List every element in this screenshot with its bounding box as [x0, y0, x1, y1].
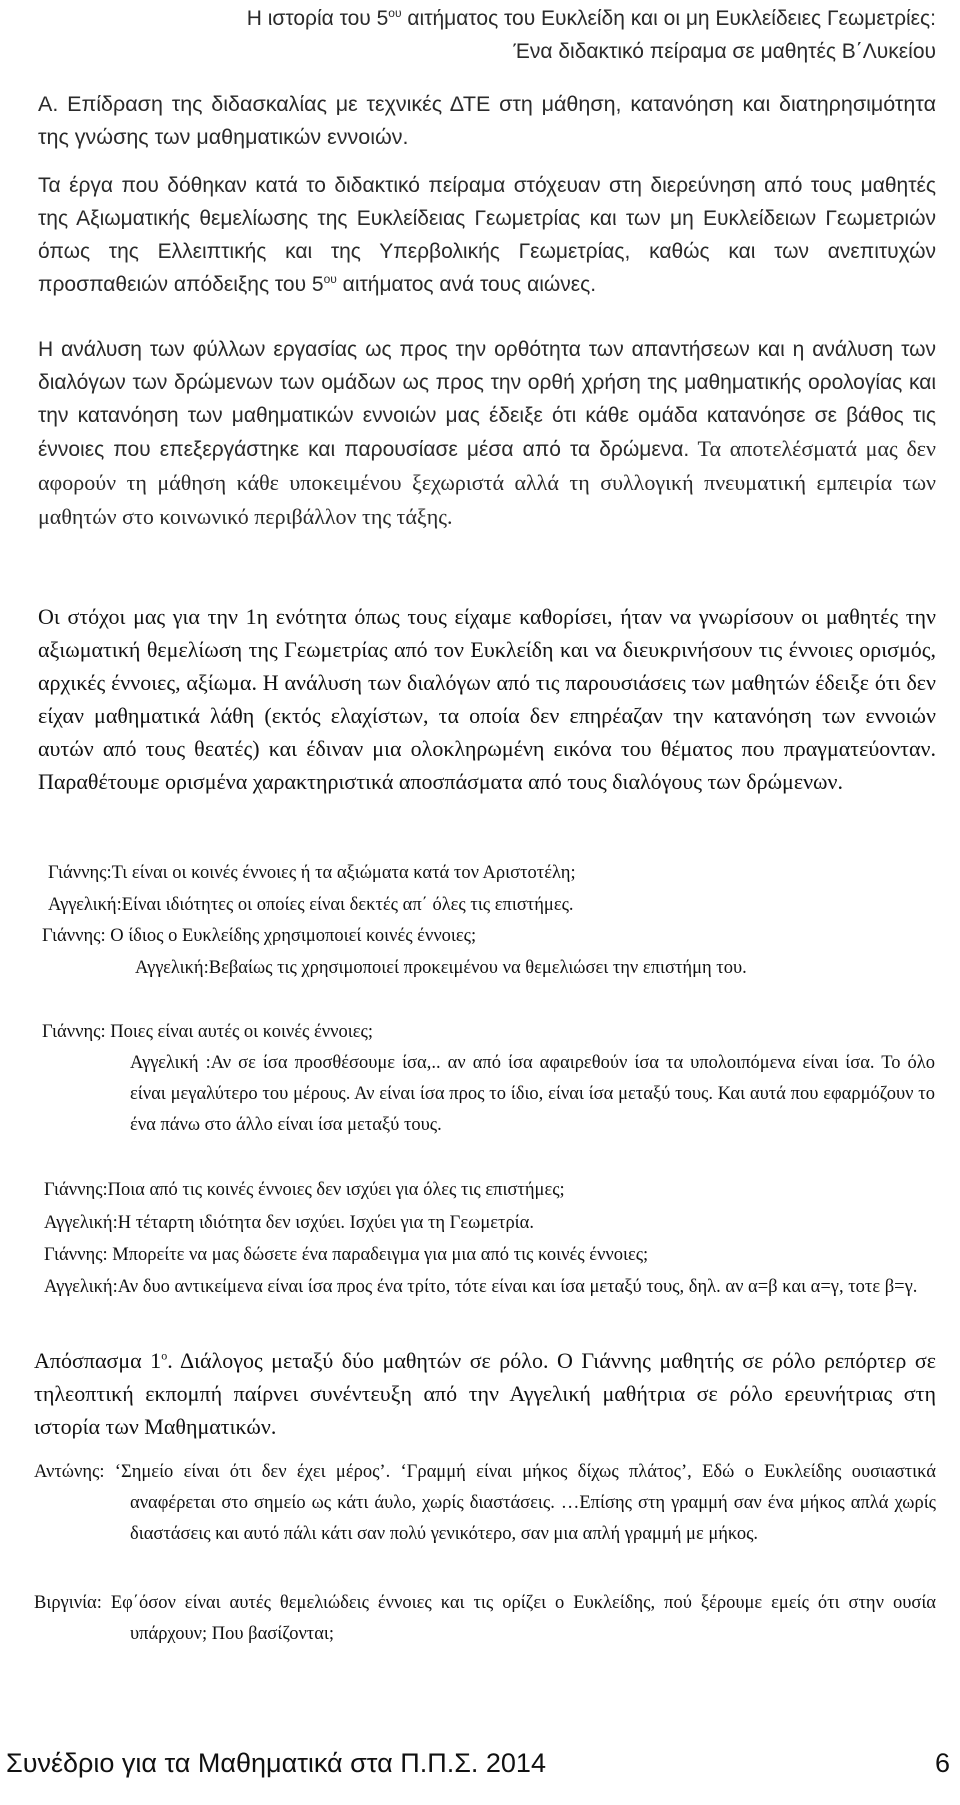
p1-text-b: αιτήματος ανά τους αιώνες. — [336, 273, 597, 296]
p1-superscript: ου — [323, 272, 337, 286]
dialogue-text: Γιάννης: Ποιες είναι αυτές οι κοινές έννοιες; — [42, 1022, 373, 1042]
dialogue-line — [42, 1017, 922, 1048]
header-superscript: ου — [388, 6, 402, 20]
dialogue-text: Αγγελική:Η τέταρτη ιδιότητα δεν ισχύει. Ισχύει για τη Γεωμετρία. — [44, 1213, 534, 1233]
section-heading — [38, 88, 936, 154]
dialogue-line — [48, 858, 928, 889]
p1-text-a: Τα έργα που δόθηκαν κατά το διδακτικό πείραμα στόχευαν στη διερεύνηση από τους μαθητές της Αξιωματικής θεμελίωσης της Ευκλείδειας Γεωμετρίας και των μη Ευκλείδειων Γεωμετριών όπως της Ελλειπτικής και της Υπερβολικής Γεωμετρίας, καθώς και των ανεπιτυχών προσπαθειών απόδειξης του 5 — [38, 174, 936, 296]
header-line-2: Ένα διδακτικό πείραμα σε μαθητές Β΄Λυκείου — [513, 40, 936, 63]
dialogue-line — [130, 1048, 935, 1141]
dialogue-line — [44, 1208, 924, 1239]
dialogue-text: Βιργινία: Εφ΄όσον είναι αυτές θεμελιώδεις έννοιες και τις ορίζει ο Ευκλείδης, πού ξέρουμε εμείς ότι στην ουσία υπάρχουν; Που βασίζονται; — [34, 1593, 936, 1644]
header-text-b: αιτήματος του Ευκλείδη και οι μη Ευκλείδειες Γεωμετρίες: — [401, 7, 936, 30]
dialogue-text: Γιάννης:Ποια από τις κοινές έννοιες δεν ισχύει για όλες τις επιστήμες; — [44, 1180, 565, 1200]
dialogue-text: Γιάννης:Τι είναι οι κοινές έννοιες ή τα αξιώματα κατά τον Αριστοτέλη; — [48, 863, 576, 883]
p2-text-a: Η ανάλυση των φύλλων εργασίας ως προς την ορθότητα των απαντήσεων και η ανάλυση των διαλόγων των δρώμενων των ομάδων ως προς την ορθή χρήση της μαθηματικής ορολογίας και την κατανόηση των μαθηματικών εννοιών μας έδειξε ότι κάθε ομάδα κατανόησε σε βάθος τις έννοιες που επεξεργάστηκε και παρουσίασε μέσα από τα δρώμενα. — [38, 338, 936, 461]
excerpt-caption — [34, 1344, 936, 1443]
paragraph-1-text — [38, 169, 936, 301]
paragraph-3 — [38, 600, 936, 798]
excerpt-superscript: ο — [161, 1348, 168, 1363]
paragraph-2-text — [38, 333, 936, 534]
p2-text-b: Τα αποτελέσματά μας δεν αφορούν τη μάθηση κάθε υποκειμένου ξεχωριστά αλλά τη συλλογική πνευματική εμπειρία των μαθητών στο κοινωνικό περιβάλλον της τάξης. — [38, 436, 936, 529]
dialogue-line — [42, 921, 922, 952]
page-number: 6 — [934, 1748, 950, 1778]
conference-name: Συνέδριο για τα Μαθηματικά στα Π.Π.Σ. 2014 — [6, 1748, 546, 1778]
section-heading-text: Α. Επίδραση της διδασκαλίας με τεχνικές ΔΤΕ στη μάθηση, κατανόηση και διατηρησιμότητα της γνώσης των μαθηματικών εννοιών. — [38, 92, 936, 149]
header-text-a: Η ιστορία του 5 — [246, 7, 389, 30]
paragraph-3-text: Οι στόχοι μας για την 1η ενότητα όπως τους είχαμε καθορίσει, ήταν να γνωρίσουν οι μαθητές την αξιωματική θεμελίωση της Γεωμετρίας από τον Ευκλείδη και να διευκρινήσουν τις έννοιες ορισμός, αρχικές έννοιες, αξίωμα. Η ανάλυση των διαλόγων από τις παρουσιάσεις των μαθητών έδειξε ότι δεν είχαν μαθηματικά λάθη (εκτός ελαχίστων, τα οποία δεν επηρέαζαν την κατανόηση των εννοιών αυτών από τους θεατές) και έδιναν μια ολοκληρωμένη εικόνα του θέματος που πραγματεύονταν. Παραθέτουμε ορισμένα χαρακτηριστικά αποσπάσματα από τους διαλόγους των δρώμενων. — [38, 604, 936, 794]
page-footer — [0, 1748, 960, 1788]
header-line-1 — [36, 2, 936, 35]
dialogue-text: Γιάννης: Μπορείτε να μας δώσετε ένα παραδειγμα για μια από τις κοινές έννοιες; — [44, 1245, 649, 1265]
running-header — [36, 2, 936, 68]
dialogue-line — [48, 890, 928, 921]
excerpt-caption-text — [34, 1344, 936, 1443]
dialogue-text: Γιάννης: Ο ίδιος ο Ευκλείδης χρησιμοποιεί κοινές έννοιες; — [42, 926, 477, 946]
dialogue-line — [135, 953, 935, 984]
dialogue-line — [44, 1240, 934, 1271]
dialogue-line — [44, 1175, 924, 1206]
excerpt-label: Απόσπασμα 1 — [34, 1348, 162, 1373]
dialogue-text: Αντώνης: ‘Σημείο είναι ότι δεν έχει μέρος’. ‘Γραμμή είναι μήκος δίχως πλάτος’, Εδώ ο Ευκλείδης ουσιαστικά αναφέρεται στο σημείο ως κάτι άυλο, χωρίς διαστάσεις. …Επίσης στη γραμμή σαν ένα μήκος απλά χωρίς διαστάσεις και αυτό πάλι κάτι σαν πολύ γενικότερο, σαν μια απλή γραμμή με μήκος. — [34, 1462, 936, 1544]
dialogue-line — [44, 1272, 934, 1303]
dialogue-line — [34, 1457, 936, 1550]
dialogue-line — [34, 1588, 936, 1650]
paragraph-1 — [38, 169, 936, 301]
excerpt-text: . Διάλογος μεταξύ δύο μαθητών σε ρόλο. Ο Γιάννης μαθητής σε ρόλο ρεπόρτερ σε τηλεοπτική εκπομπή παίρνει συνέντευξη από την Αγγελική μαθήτρια σε ρόλο ερευνήτριας στη ιστορία των Μαθηματικών. — [34, 1348, 937, 1439]
paragraph-2 — [38, 333, 936, 534]
dialogue-text: Αγγελική:Είναι ιδιότητες οι οποίες είναι δεκτές απ΄ όλες τις επιστήμες. — [48, 895, 574, 915]
dialogue-text: Αγγελική:Αν δυο αντικείμενα είναι ίσα προς ένα τρίτο, τότε είναι και ίσα μεταξύ τους, δηλ. αν α=β και α=γ, τοτε β=γ. — [44, 1277, 918, 1297]
dialogue-text: Αγγελική :Αν σε ίσα προσθέσουμε ίσα,.. αν από ίσα αφαιρεθούν ίσα τα υπολοιπόμενα είναι ίσα. Το όλο είναι μεγαλύτερο του μέρους. Αν είναι ίσα προς το ίδιο, είναι ίσα μεταξύ τους. Και αυτά που εφαρμόζουν το ένα πάνω στο άλλο είναι ίσα μεταξύ τους. — [130, 1053, 935, 1135]
dialogue-text: Αγγελική:Βεβαίως τις χρησιμοποιεί προκειμένου να θεμελιώσει την επιστήμη του. — [135, 958, 747, 978]
